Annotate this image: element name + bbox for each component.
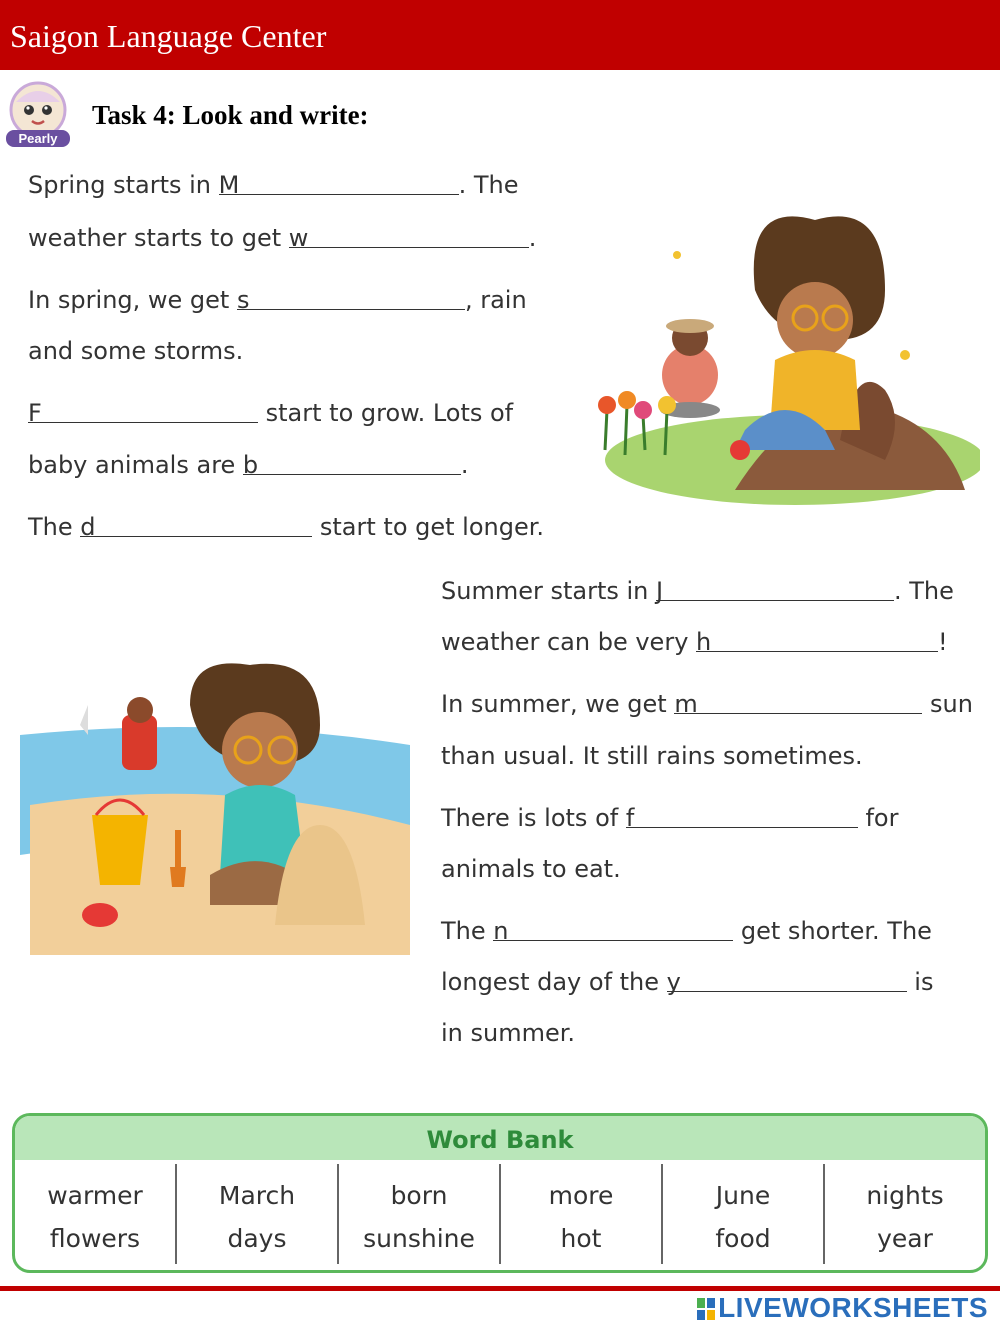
- blank-june[interactable]: J: [656, 576, 894, 601]
- spring-gardening-illustration: [585, 160, 980, 510]
- summer-line-8: longest day of the y is: [441, 968, 934, 996]
- word-bank-column: [15, 1164, 177, 1264]
- word-bank-column: [501, 1164, 663, 1264]
- spring-line-6: baby animals are b .: [28, 451, 469, 479]
- blank-food[interactable]: f: [626, 803, 858, 828]
- pearly-logo-icon: [2, 80, 74, 150]
- summer-line-2: weather can be very h !: [441, 628, 948, 656]
- word-bank: [12, 1113, 988, 1273]
- summer-line-1: Summer starts in J . The: [441, 577, 954, 605]
- liveworksheets-brand: [697, 1292, 988, 1324]
- word-bank-word: June: [715, 1181, 771, 1210]
- blank-warmer[interactable]: w: [289, 223, 529, 248]
- word-bank-column: [663, 1164, 825, 1264]
- word-bank-column: [177, 1164, 339, 1264]
- spring-line-3: In spring, we get s , rain: [28, 286, 527, 314]
- blank-nights[interactable]: n: [493, 916, 733, 941]
- summer-beach-illustration: [20, 655, 415, 955]
- spring-line-4: and some storms.: [28, 337, 244, 365]
- blank-born[interactable]: b: [243, 450, 461, 475]
- word-bank-word: sunshine: [363, 1224, 475, 1253]
- summer-line-6: animals to eat.: [441, 855, 621, 883]
- blank-days[interactable]: d: [80, 512, 312, 537]
- word-bank-word: March: [218, 1181, 296, 1210]
- logo-text: Pearly: [18, 131, 58, 146]
- blank-sunshine[interactable]: s: [237, 285, 465, 310]
- brand-text: LIVEWORKSHEETS: [718, 1292, 988, 1323]
- footer-divider: [0, 1286, 1000, 1291]
- header-title: Saigon Language Center: [10, 18, 327, 54]
- summer-line-7: The n get shorter. The: [441, 917, 932, 945]
- word-bank-word: born: [390, 1181, 448, 1210]
- blank-hot[interactable]: h: [696, 627, 938, 652]
- blank-march[interactable]: M: [219, 170, 459, 195]
- spring-line-7: The d start to get longer.: [28, 513, 545, 541]
- spring-line-1: Spring starts in M . The: [28, 171, 519, 199]
- spring-line-2: weather starts to get w .: [28, 224, 537, 252]
- summer-line-3: In summer, we get m sun: [441, 690, 973, 718]
- blank-more[interactable]: m: [674, 689, 922, 714]
- word-bank-word: flowers: [49, 1224, 141, 1253]
- blank-flowers[interactable]: F: [28, 398, 258, 423]
- word-bank-word: hot: [560, 1224, 602, 1253]
- summer-line-9: in summer.: [441, 1019, 576, 1047]
- liveworksheets-grid-icon: [697, 1298, 715, 1320]
- summer-line-4: than usual. It still rains sometimes.: [441, 742, 863, 770]
- word-bank-title: Word Bank: [15, 1116, 985, 1160]
- word-bank-word: more: [548, 1181, 614, 1210]
- header-bar: [0, 0, 1000, 70]
- blank-year[interactable]: y: [667, 967, 907, 992]
- word-bank-word: days: [227, 1224, 287, 1253]
- word-bank-word: nights: [866, 1181, 944, 1210]
- word-bank-column: [825, 1164, 985, 1264]
- spring-line-5: F start to grow. Lots of: [28, 399, 514, 427]
- task-title: Task 4: Look and write:: [92, 100, 369, 130]
- summer-line-5: There is lots of f for: [441, 804, 899, 832]
- word-bank-column: [339, 1164, 501, 1264]
- word-bank-word: warmer: [47, 1181, 143, 1210]
- word-bank-word: year: [877, 1224, 933, 1253]
- word-bank-word: food: [715, 1224, 771, 1253]
